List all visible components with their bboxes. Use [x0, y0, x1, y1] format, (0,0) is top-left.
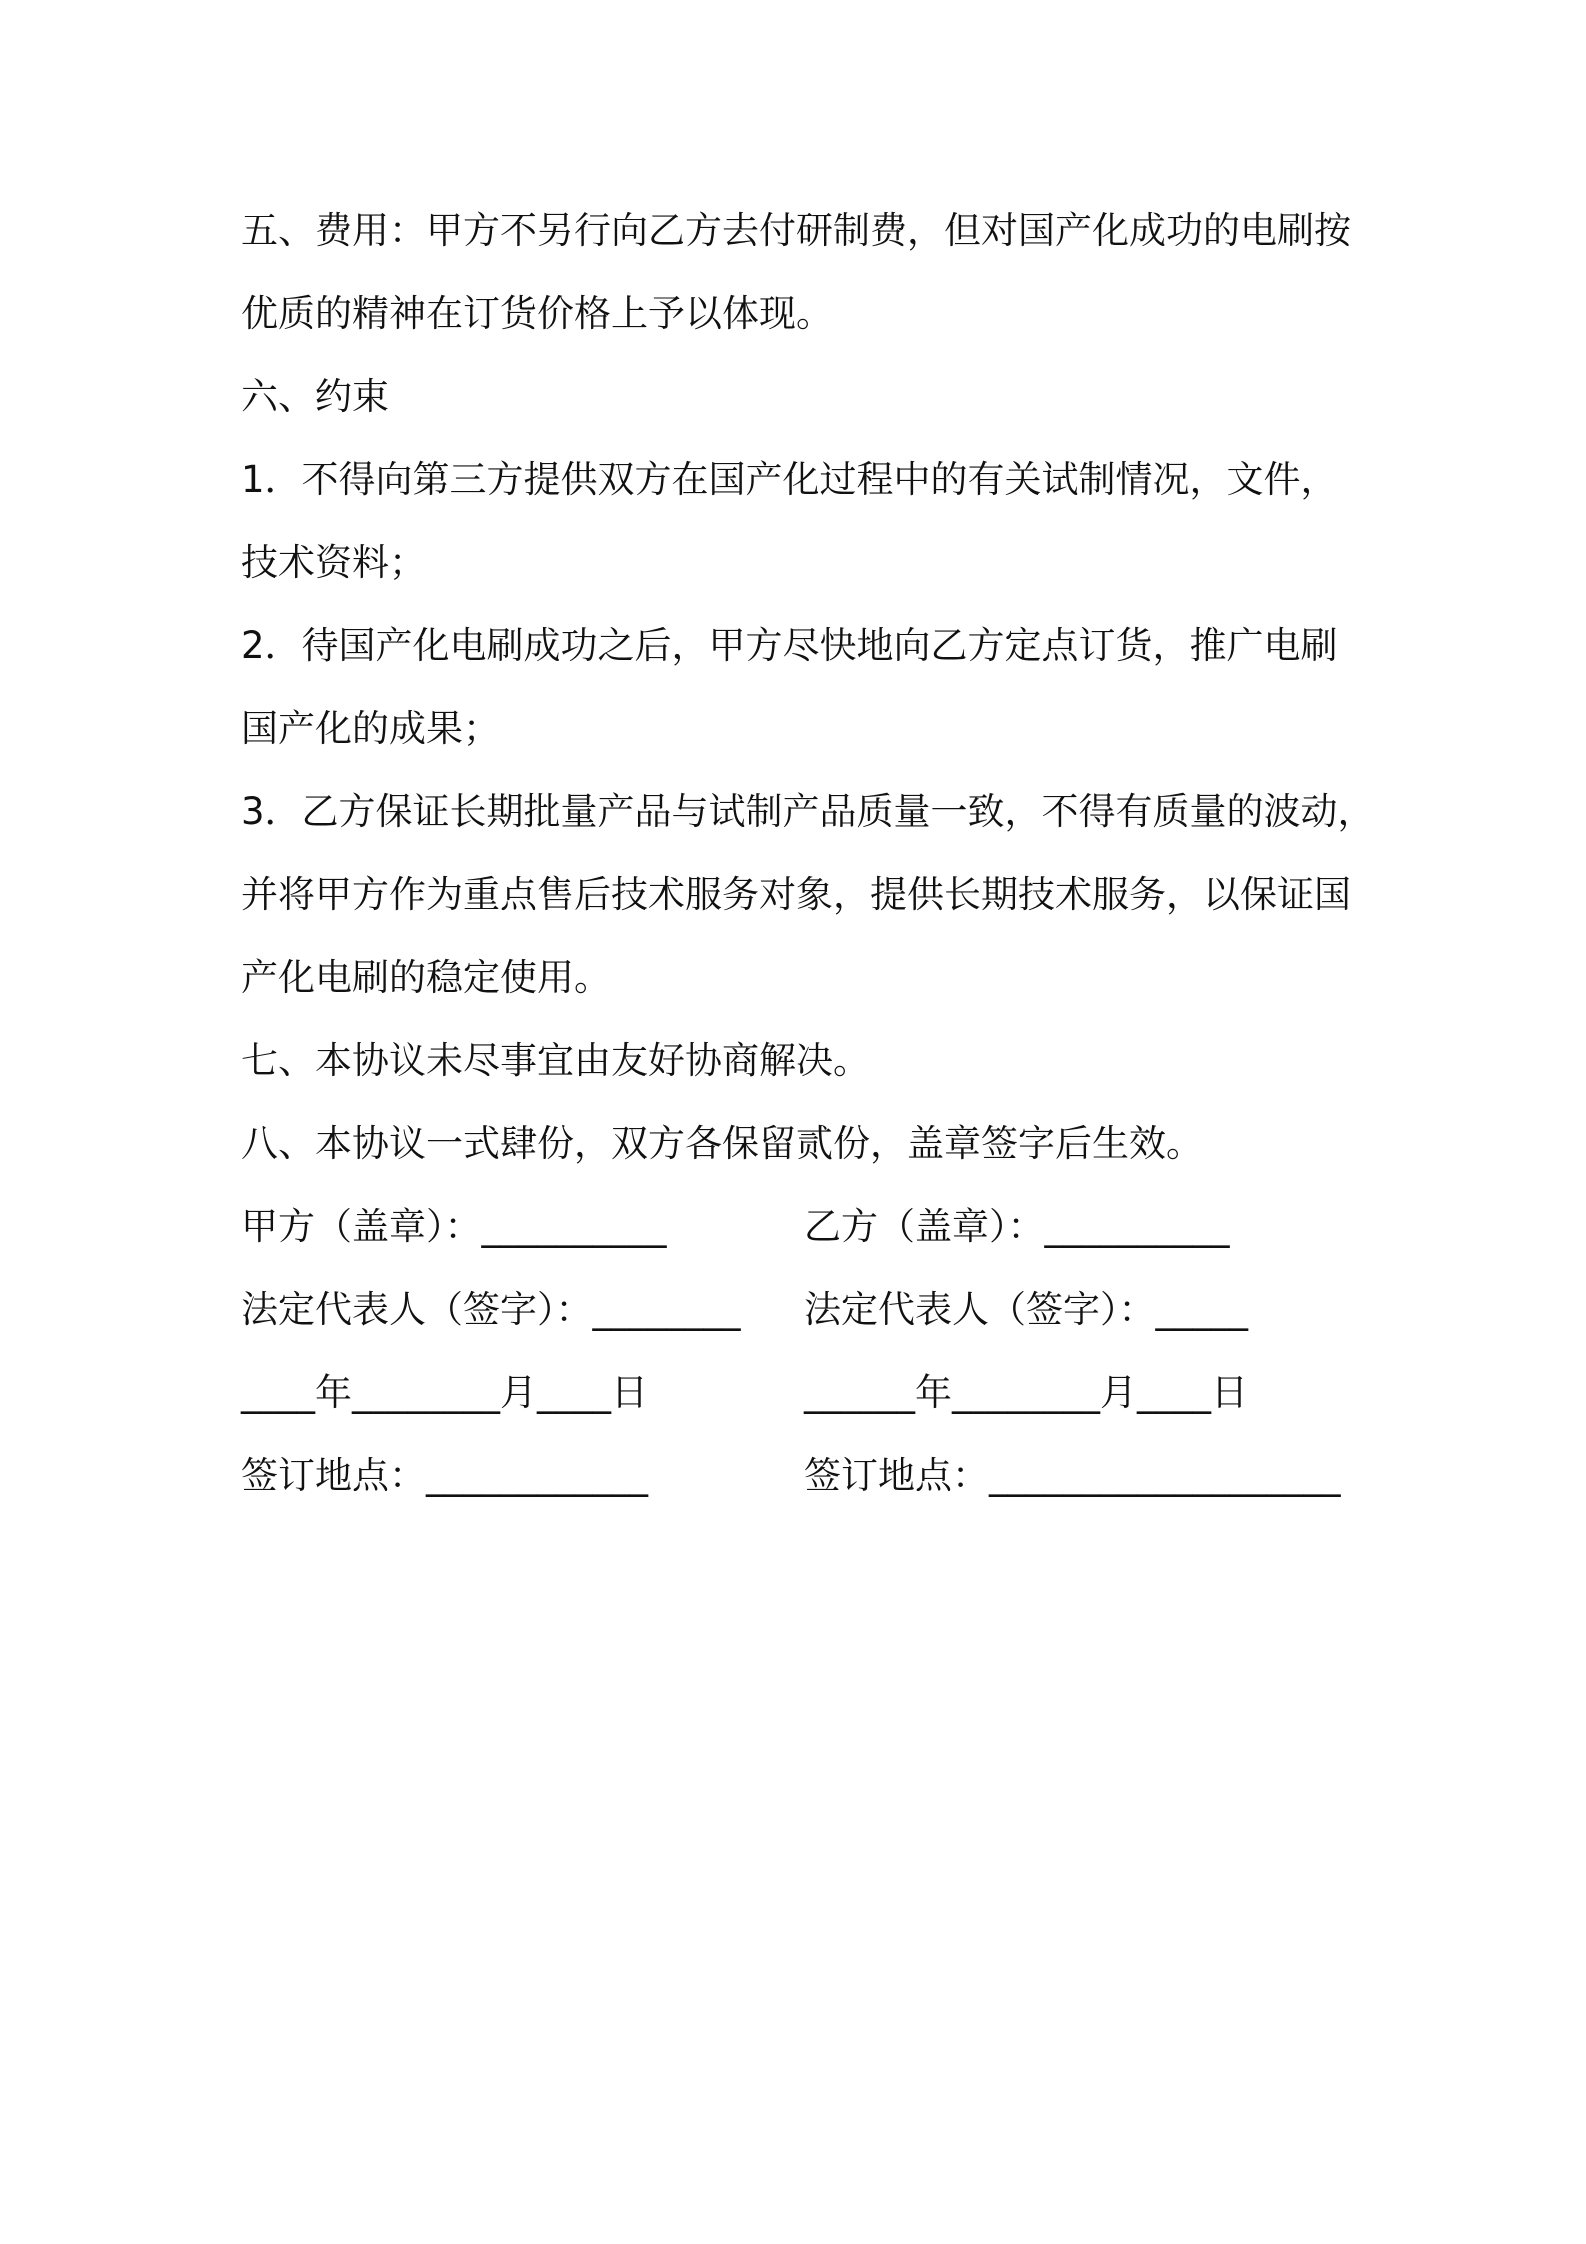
clause-6-item-2-line-2: 国产化的成果； [241, 707, 500, 750]
clause-6-item-3-line-2: 并将甲方作为重点售后技术服务对象，提供长期技术服务，以保证国 [241, 873, 1351, 916]
clause-6-item-3-line-3: 产化电刷的稳定使用。 [241, 956, 611, 999]
clause-7: 七、本协议未尽事宜由友好协商解决。 [241, 1039, 870, 1082]
party-b-date-field: ______年________月____日 [804, 1371, 1248, 1414]
clause-6-item-2-line-1: 2．待国产化电刷成功之后，甲方尽快地向乙方定点订货，推广电刷 [241, 624, 1338, 667]
party-b-seal-field: 乙方（盖章）：__________ [804, 1205, 1230, 1248]
clause-6-item-1-line-2: 技术资料； [241, 541, 426, 584]
party-a-seal-field: 甲方（盖章）：__________ [241, 1205, 667, 1248]
clause-6-heading: 六、约束 [241, 375, 389, 418]
clause-5-line-1: 五、费用：甲方不另行向乙方去付研制费，但对国产化成功的电刷按 [241, 209, 1351, 252]
party-b-representative-field: 法定代表人（签字）：_____ [804, 1288, 1248, 1331]
clause-6-item-1-line-1: 1．不得向第三方提供双方在国产化过程中的有关试制情况，文件， [241, 458, 1338, 501]
clause-6-item-3-line-1: 3．乙方保证长期批量产品与试制产品质量一致，不得有质量的波动， [241, 790, 1375, 833]
party-b-place-field: 签订地点：___________________ [804, 1454, 1341, 1497]
clause-8: 八、本协议一式肆份，双方各保留贰份，盖章签字后生效。 [241, 1122, 1203, 1165]
clause-5-line-2: 优质的精神在订货价格上予以体现。 [241, 292, 833, 335]
party-a-date-field: ____年________月____日 [241, 1371, 648, 1414]
party-a-place-field: 签订地点：____________ [241, 1454, 648, 1497]
party-a-representative-field: 法定代表人（签字）：________ [241, 1288, 741, 1331]
